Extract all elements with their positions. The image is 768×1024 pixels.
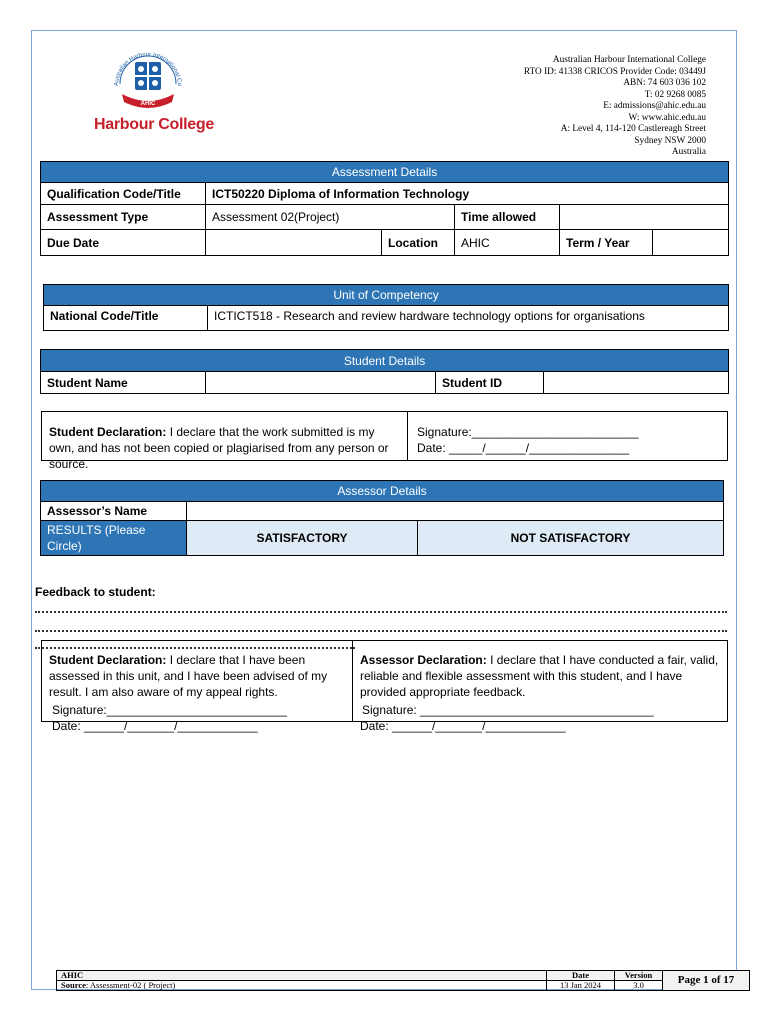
student-declaration-title: Student Declaration: [49,425,167,439]
footer-source-label: Source [61,980,86,990]
qualification-value: ICT50220 Diploma of Information Technology [206,183,729,205]
location-value: AHIC [455,230,560,256]
not-satisfactory-option[interactable]: NOT SATISFACTORY [418,521,724,556]
assessment-type-value: Assessment 02(Project) [206,205,455,230]
final-student-date-line[interactable]: Date: ______/_______/____________ [52,719,258,733]
feedback-line[interactable] [35,605,727,613]
results-label: RESULTS (Please Circle) [41,521,187,556]
footer-date-label: Date [547,971,615,981]
address-line: Sydney NSW 2000 [634,135,706,146]
time-allowed-label: Time allowed [455,205,560,230]
address-line: W: www.ahic.edu.au [628,112,706,123]
unit-of-competency-table [43,284,729,331]
final-declarations-divider [352,640,353,722]
feedback-label: Feedback to student: [35,585,156,599]
national-code-label: National Code/Title [44,306,208,331]
college-logo [108,50,188,122]
college-name: Harbour College [94,116,214,133]
student-name-label: Student Name [41,372,206,394]
footer-org: AHIC [57,971,547,981]
address-line: RTO ID: 41338 CRICOS Provider Code: 03449J [523,66,706,77]
location-label: Location [382,230,455,256]
address-line: E: admissions@ahic.edu.au [603,101,706,111]
unit-header: Unit of Competency [44,285,729,306]
footer-page-number: Page 1 of 17 [663,971,750,991]
student-declaration-body: I declare that the work submitted is my own, and has not been copied or plagiarised from any person or source. [49,425,389,471]
assessment-type-label: Assessment Type [41,205,206,230]
term-year-field[interactable] [653,230,729,256]
footer-source [57,981,547,991]
assessment-details-table [40,161,729,256]
satisfactory-option[interactable]: SATISFACTORY [187,521,418,556]
final-student-declaration-title: Student Declaration: [49,653,167,667]
footer-version-value: 3.0 [615,981,663,991]
student-id-field[interactable] [544,372,729,394]
final-assessor-declaration-title: Assessor Declaration: [360,653,487,667]
footer-table [56,970,750,991]
final-student-signature-line[interactable]: Signature:___________________________ [52,703,287,717]
assessor-details-header: Assessor Details [41,481,724,502]
student-details-header: Student Details [41,350,729,372]
assessor-details-table [40,480,724,556]
final-student-declaration-body: I declare that I have been assessed in this unit, and I have been advised of my result. I am also aware of my appeal rights. [49,653,328,699]
logo-badge: AHIC [140,101,156,107]
student-date-line[interactable]: Date: _____/______/_______________ [417,441,630,455]
due-date-field[interactable] [206,230,382,256]
address-line: Australia [671,147,706,157]
footer-version-label: Version [615,971,663,981]
address-line: ABN: 74 603 036 102 [623,78,706,88]
student-declaration-text [49,424,399,472]
final-assessor-declaration [360,652,720,700]
student-id-label: Student ID [436,372,544,394]
qualification-label: Qualification Code/Title [41,183,206,205]
declaration-divider [407,411,408,461]
student-details-table [40,349,729,394]
final-student-declaration [49,652,349,700]
national-code-value: ICTICT518 - Research and review hardware technology options for organisations [208,306,729,331]
final-assessor-declaration-body: I declare that I have conducted a fair, valid, reliable and flexible assessment with this student, and I have provided appropriate feedback. [360,653,719,699]
footer-date-value: 13 Jan 2024 [547,981,615,991]
address-line: Australian Harbour International College [552,55,706,65]
footer-source-value: : Assessment-02 ( Project) [85,980,176,990]
due-date-label: Due Date [41,230,206,256]
address-line: A: Level 4, 114-120 Castlereagh Street [560,124,706,134]
college-address [524,55,706,159]
assessment-details-header: Assessment Details [41,162,729,183]
feedback-line[interactable] [35,624,727,632]
assessor-name-label: Assessor’s Name [41,502,187,521]
final-assessor-signature-line[interactable]: Signature: ___________________________________ [362,703,654,717]
student-signature-line[interactable]: Signature:_________________________ [417,425,639,439]
time-allowed-field[interactable] [560,205,729,230]
assessor-name-field[interactable] [187,502,724,521]
student-name-field[interactable] [206,372,436,394]
address-line: T: 02 9268 0085 [644,89,706,100]
term-year-label: Term / Year [560,230,653,256]
final-assessor-date-line[interactable]: Date: ______/_______/____________ [360,719,566,733]
logo-arc-text: Australian Harbour International Co [113,51,183,87]
